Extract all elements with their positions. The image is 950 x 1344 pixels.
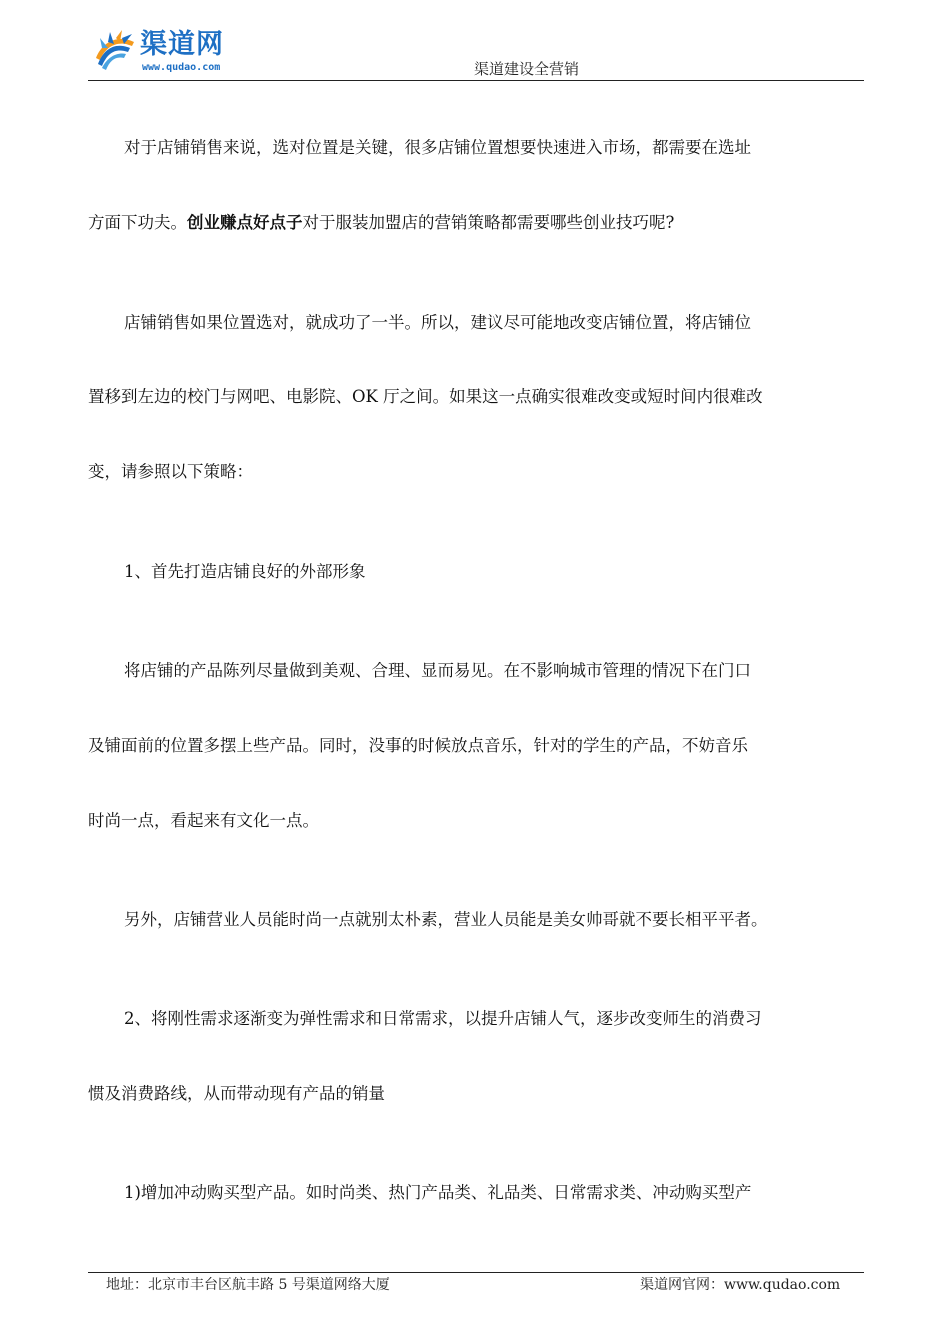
keyword-link[interactable]: 创业赚点好点子 <box>187 213 303 232</box>
logo-wordmark: 渠道网 <box>140 29 224 60</box>
paragraph-line: 置移到左边的校门与网吧、电影院、OK 厅之间。如果这一点确实很难改变或短时间内很难改 <box>88 387 763 406</box>
sunburst-logo-icon <box>92 28 138 72</box>
text-run: 方面下功夫。 <box>88 213 187 232</box>
paragraph-line: 1)增加冲动购买型产品。如时尚类、热门产品类、礼品类、日常需求类、冲动购买型产 <box>124 1183 752 1202</box>
header-divider <box>88 80 864 81</box>
header-title: 渠道建设全营销 <box>474 60 580 78</box>
page-header <box>88 22 864 82</box>
footer-divider <box>88 1272 864 1273</box>
text-run: 对于服装加盟店的营销策略都需要哪些创业技巧呢? <box>302 213 675 232</box>
section-heading: 1、首先打造店铺良好的外部形象 <box>124 562 366 581</box>
footer-site-link[interactable]: 渠道网官网：www.qudao.com <box>640 1277 841 1293</box>
paragraph-line: 惯及消费路线，从而带动现有产品的销量 <box>88 1084 385 1103</box>
paragraph-line <box>88 212 864 234</box>
paragraph-line: 对于店铺销售来说，选对位置是关键，很多店铺位置想要快速进入市场，都需要在选址 <box>124 138 751 157</box>
paragraph-line: 将店铺的产品陈列尽量做到美观、合理、显而易见。在不影响城市管理的情况下在门口 <box>124 661 751 680</box>
paragraph-line: 另外，店铺营业人员能时尚一点就别太朴素，营业人员能是美女帅哥就不要长相平平者。 <box>124 910 768 929</box>
paragraph-line: 店铺销售如果位置选对，就成功了一半。所以，建议尽可能地改变店铺位置，将店铺位 <box>124 313 751 332</box>
logo-url: www.qudao.com <box>142 62 221 73</box>
paragraph-line: 2、将刚性需求逐渐变为弹性需求和日常需求，以提升店铺人气，逐步改变师生的消费习 <box>124 1009 762 1028</box>
paragraph-line: 变，请参照以下策略： <box>88 462 253 481</box>
paragraph-line: 时尚一点，看起来有文化一点。 <box>88 811 319 830</box>
footer-address: 地址：北京市丰台区航丰路 5 号渠道网络大厦 <box>106 1277 390 1293</box>
qudao-logo[interactable] <box>92 28 262 78</box>
paragraph-line: 及铺面前的位置多摆上些产品。同时，没事的时候放点音乐，针对的学生的产品，不妨音乐 <box>88 736 748 755</box>
